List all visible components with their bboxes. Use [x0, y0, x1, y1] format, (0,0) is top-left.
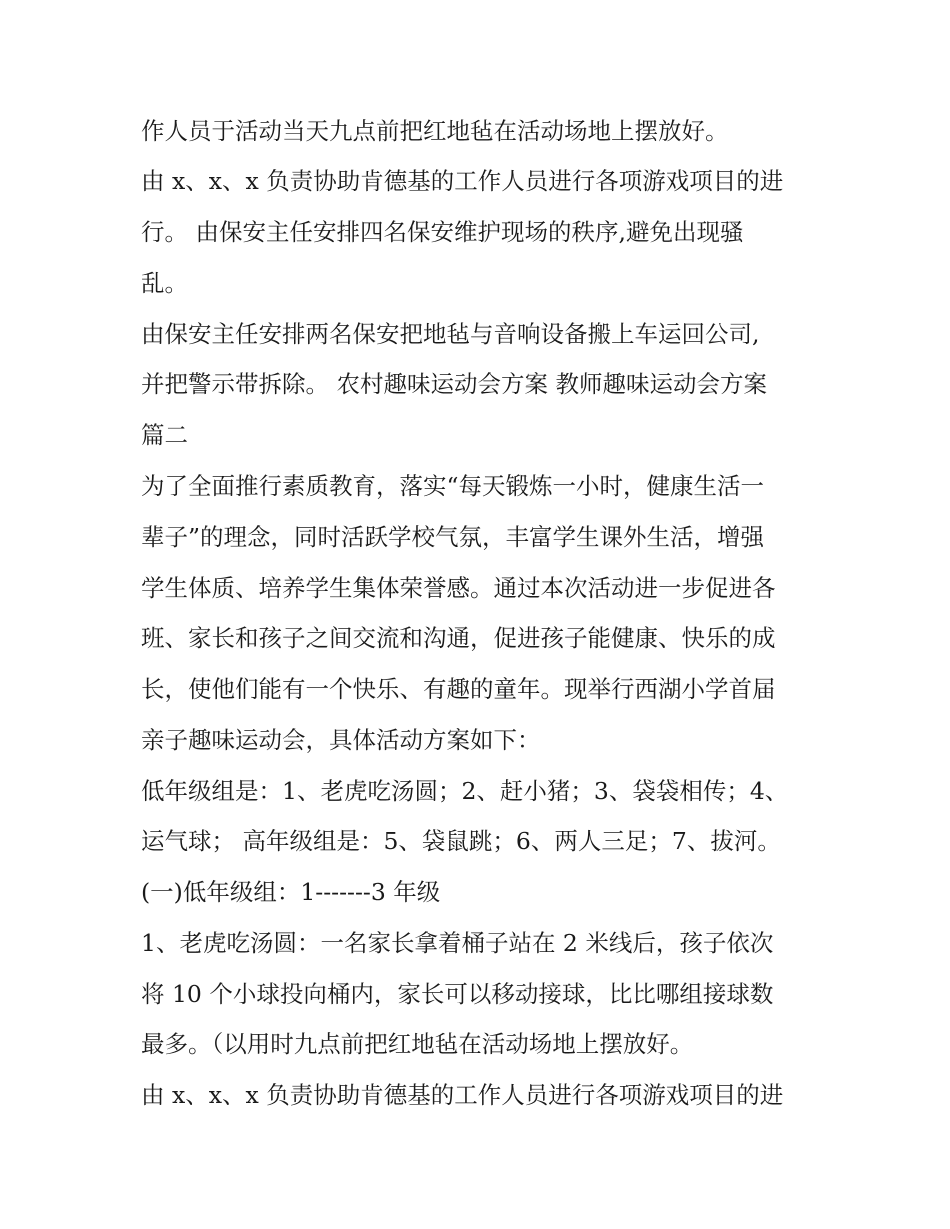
text-line: 将 10 个小球投向桶内，家长可以移动接球，比比哪组接球数	[141, 980, 774, 1008]
text-line: 班、家长和孩子之间交流和沟通，促进孩子能健康、快乐的成	[141, 624, 776, 652]
text-line: 低年级组是：1、老虎吃汤圆；2、赶小猪；3、袋袋相传；4、	[141, 777, 789, 805]
text-line: 最多。（以用时九点前把红地毡在活动场地上摆放好。	[141, 1030, 694, 1058]
text-line: 1、老虎吃汤圆：一名家长拿着桶子站在 2 米线后，孩子依次	[141, 929, 774, 957]
text-line: (一)低年级组：1-------3 年级	[141, 878, 441, 906]
text-line: 由 x、x、x 负责协助肯德基的工作人员进行各项游戏项目的进	[141, 1081, 784, 1109]
text-line: 乱。	[141, 269, 188, 297]
text-line: 长，使他们能有一个快乐、有趣的童年。现举行西湖小学首届	[141, 675, 776, 703]
text-line: 并把警示带拆除。 农村趣味运动会方案 教师趣味运动会方案	[141, 370, 767, 398]
text-line: 辈子”的理念，同时活跃学校气氛，丰富学生课外生活，增强	[141, 523, 765, 551]
text-line: 学生体质、培养学生集体荣誉感。通过本次活动进一步促进各	[141, 574, 776, 602]
text-line: 作人员于活动当天九点前把红地毡在活动场地上摆放好。	[141, 117, 729, 145]
text-line: 由保安主任安排两名保安把地毡与音响设备搬上车运回公司,	[141, 320, 760, 348]
text-line: 篇二	[141, 421, 188, 449]
text-line: 运气球； 高年级组是：5、袋鼠跳；6、两人三足；7、拔河。	[141, 827, 781, 855]
text-line: 由 x、x、x 负责协助肯德基的工作人员进行各项游戏项目的进	[141, 167, 784, 195]
text-line: 亲子趣味运动会，具体活动方案如下：	[141, 726, 541, 754]
text-line: 为了全面推行素质教育，落实“每天锻炼一小时，健康生活一	[141, 472, 765, 500]
text-line: 行。 由保安主任安排四名保安维护现场的秩序,避免出现骚	[141, 218, 744, 246]
